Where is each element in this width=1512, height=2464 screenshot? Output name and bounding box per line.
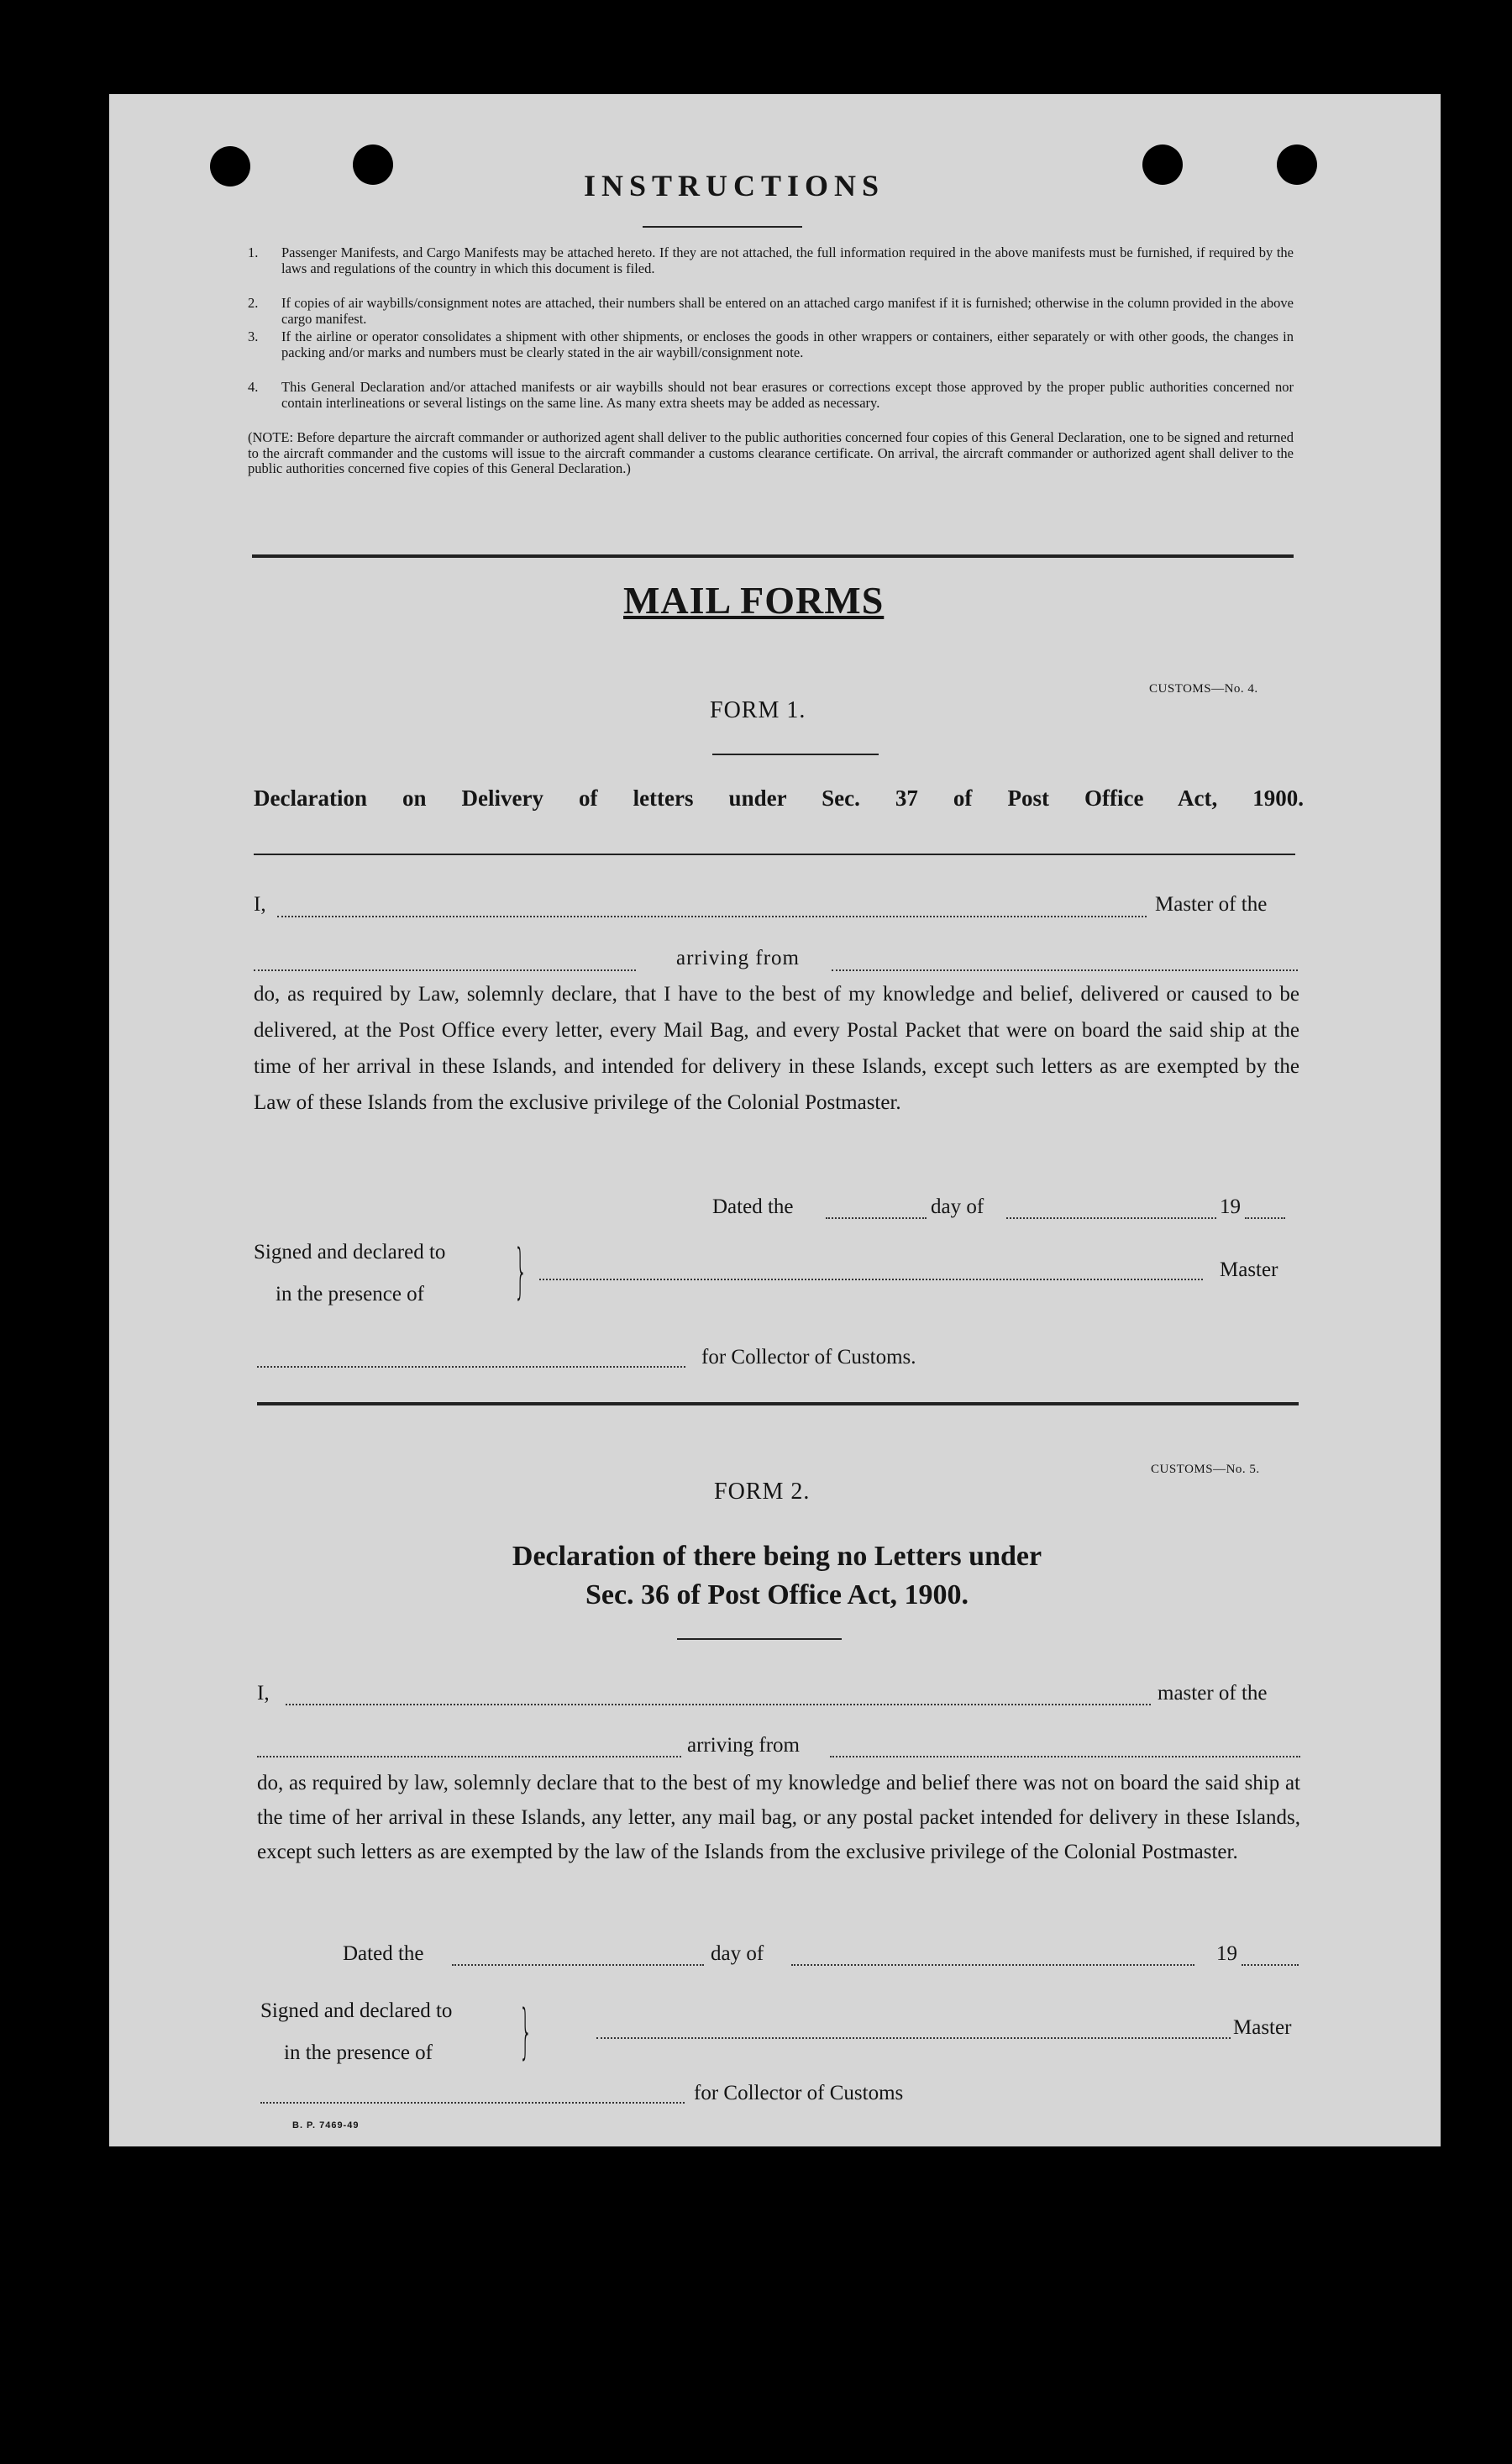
form1-declaration-body bbox=[254, 976, 1299, 1121]
form2-customs-number: CUSTOMS—No. 5. bbox=[1151, 1463, 1260, 1476]
form2-year-field[interactable] bbox=[1242, 1964, 1299, 1966]
form1-master-label: Master bbox=[1220, 1258, 1278, 1281]
instruction-number: 1. bbox=[248, 244, 259, 260]
punch-hole-left-2 bbox=[353, 144, 393, 185]
form2-declaration-line1: Declaration of there being no Letters under bbox=[512, 1541, 1042, 1572]
document-page bbox=[109, 94, 1441, 2146]
form2-year: 19 bbox=[1216, 1942, 1237, 1965]
instruction-number: 2. bbox=[248, 295, 259, 311]
form1-body-text: do, as required by Law, solemnly declare, that I have to the best of my knowledge and belief, delivered or caused to be delivered, at the Post Office every letter, every Mail Bag, and every Postal Packet that were on board the said ship at the time of her arrival in these Islands, and intended for delivery in these Islands, except such letters as are exempted by the Law of these Islands from the exclusive privilege of the Colonial Postmaster. bbox=[254, 983, 1299, 1114]
instruction-item bbox=[248, 329, 1294, 380]
form1-year-field[interactable] bbox=[1245, 1217, 1285, 1219]
form1-brace: } bbox=[514, 1237, 528, 1306]
form2-signed-line1: Signed and declared to bbox=[260, 1999, 453, 2022]
section-divider-middle bbox=[257, 1402, 1299, 1405]
instruction-item bbox=[248, 380, 1294, 430]
instruction-item bbox=[248, 296, 1294, 329]
instruction-text: Passenger Manifests, and Cargo Manifests may be attached hereto. If they are not attached, the full information required in the above manifests must be furnished, if required by the laws and regulations of the country in which this document is filed. bbox=[281, 244, 1294, 276]
form2-name-field[interactable] bbox=[286, 1704, 1151, 1705]
instruction-item bbox=[248, 245, 1294, 296]
form1-dated-the: Dated the bbox=[712, 1195, 794, 1218]
instructions-title-rule bbox=[643, 226, 802, 228]
form1-month-field[interactable] bbox=[1006, 1217, 1216, 1219]
form2-brace: } bbox=[519, 1997, 533, 2066]
form2-i-label: I, bbox=[257, 1682, 270, 1705]
instruction-text: This General Declaration and/or attached manifests or air waybills should not bear erasures or corrections except those approved by the proper public authorities concerned nor contain interlineations or several listings on the same line. As many extra sheets may be added as necessary. bbox=[281, 379, 1294, 411]
instruction-text: If the airline or operator consolidates a shipment with other shipments, or encloses the goods in other wrappers or containers, either separately or with other goods, the changes in packing and/or marks and numbers must be clearly stated in the air waybill/consignment note. bbox=[281, 328, 1294, 360]
form1-name-field[interactable] bbox=[277, 916, 1147, 917]
form2-master-signature-field[interactable] bbox=[596, 2037, 1231, 2039]
form2-port-field[interactable] bbox=[830, 1756, 1300, 1757]
form1-heading: FORM 1. bbox=[710, 697, 806, 723]
form2-month-field[interactable] bbox=[791, 1964, 1194, 1966]
form1-ship-field[interactable] bbox=[254, 969, 636, 971]
form1-master-signature-field[interactable] bbox=[539, 1279, 1203, 1280]
form1-port-field[interactable] bbox=[832, 969, 1298, 971]
form2-declaration-title bbox=[336, 1537, 1218, 1615]
form2-collector-label: for Collector of Customs bbox=[694, 2082, 904, 2104]
form2-master-label: Master bbox=[1233, 2016, 1292, 2039]
mail-forms-title: MAIL FORMS bbox=[623, 579, 885, 622]
form2-heading-rule bbox=[677, 1638, 842, 1640]
form2-declaration-body bbox=[257, 1766, 1300, 1869]
instruction-note: (NOTE: Before departure the aircraft commander or authorized agent shall deliver to the public authorities concerned four copies of this General Declaration, one to be signed and returned to the aircraft commander and the customs will issue to the aircraft commander a customs clearance certificate. On arrival, the aircraft commander or authorized agent shall deliver to the public authorities concerned five copies of this General Declaration.) bbox=[248, 429, 1294, 476]
form1-declaration-rule bbox=[254, 854, 1295, 855]
form2-heading: FORM 2. bbox=[714, 1479, 811, 1505]
form1-heading-rule bbox=[712, 754, 879, 755]
form1-customs-number: CUSTOMS—No. 4. bbox=[1149, 682, 1258, 696]
form2-ship-field[interactable] bbox=[257, 1756, 681, 1757]
form1-collector-label: for Collector of Customs. bbox=[701, 1346, 916, 1369]
instruction-text: If copies of air waybills/consignment notes are attached, their numbers shall be entered on an attached cargo manifest if it is furnished; otherwise in the column provided in the above cargo manifest. bbox=[281, 295, 1294, 327]
form2-date-field[interactable] bbox=[452, 1964, 704, 1966]
instruction-number: 4. bbox=[248, 379, 259, 395]
punch-hole-right-2 bbox=[1277, 144, 1317, 185]
form1-master-of-the: Master of the bbox=[1155, 893, 1268, 916]
print-code: B. P. 7469-49 bbox=[292, 2120, 360, 2130]
form2-master-of-the: master of the bbox=[1158, 1682, 1268, 1705]
form1-date-field[interactable] bbox=[826, 1217, 927, 1219]
instructions-list bbox=[248, 245, 1294, 615]
form1-year: 19 bbox=[1220, 1195, 1241, 1218]
form1-i-label: I, bbox=[254, 893, 266, 916]
punch-hole-left-1 bbox=[210, 146, 250, 187]
form1-collector-signature-field[interactable] bbox=[257, 1366, 685, 1368]
form1-declaration-title: Declaration on Delivery of letters under Sec. 37 of Post Office Act, 1900. bbox=[254, 785, 1304, 811]
form1-arriving-from: arriving from bbox=[676, 947, 800, 969]
form1-day-of: day of bbox=[931, 1195, 984, 1218]
form2-dated-the: Dated the bbox=[343, 1942, 424, 1965]
form2-collector-signature-field[interactable] bbox=[260, 2102, 685, 2104]
form2-body-text: do, as required by law, solemnly declare that to the best of my knowledge and belief there was not on board the said ship at the time of her arrival in these Islands, any letter, any mail bag, or any postal packet intended for delivery in these Islands, except such letters as are exempted by the law of the Islands from the exclusive privilege of the Colonial Postmaster. bbox=[257, 1772, 1300, 1863]
form2-arriving-from: arriving from bbox=[687, 1734, 800, 1757]
section-divider-top bbox=[252, 554, 1294, 558]
instructions-title: INSTRUCTIONS bbox=[584, 169, 885, 202]
form1-signed-line1: Signed and declared to bbox=[254, 1241, 446, 1264]
form2-signed-line2: in the presence of bbox=[284, 2041, 433, 2064]
form2-day-of: day of bbox=[711, 1942, 764, 1965]
instruction-number: 3. bbox=[248, 328, 259, 344]
form2-declaration-line2: Sec. 36 of Post Office Act, 1900. bbox=[585, 1579, 969, 1610]
punch-hole-right-1 bbox=[1142, 144, 1183, 185]
form1-signed-line2: in the presence of bbox=[276, 1283, 425, 1306]
